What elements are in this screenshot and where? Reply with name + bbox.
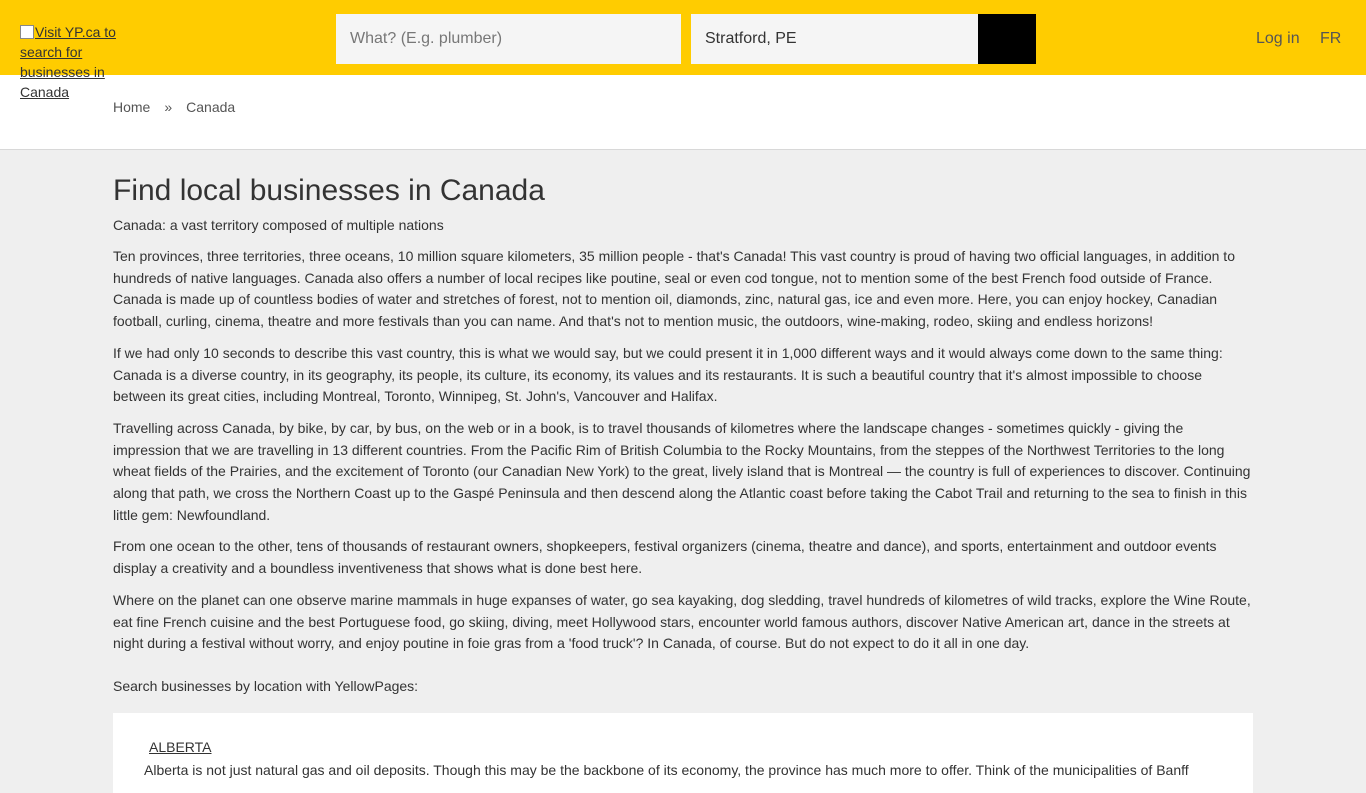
language-toggle-link[interactable]: FR [1320,30,1342,47]
intro-paragraph: Where on the planet can one observe marine mammals in huge expanses of water, go sea kayaking, dog sledding, travel hundreds of kilometres of wild tracks, explore the Wine Route, eat fine French cuisine and the best Portuguese food, go skiing, diving, meet Hollywood stars, encounter world famous authors, discover Native American art, dance in the streets at night during a festival without worry, and enjoy poutine in foie gras from a 'food truck'? In Canada, of course. But do not expect to do it all in one day. [113,591,1251,652]
what-search-input[interactable] [336,14,681,64]
province-card [113,713,1253,793]
breadcrumb-current: Canada [186,99,236,115]
login-link[interactable]: Log in [1256,30,1300,47]
top-header [0,0,1366,100]
site-logo-link[interactable] [20,22,130,102]
broken-image-icon [20,25,34,39]
intro-paragraph: From one ocean to the other, tens of thousands of restaurant owners, shopkeepers, festival organizers (cinema, theatre and dance), and sports, entertainment and outdoor events display a creativity and a boundless inventiveness that shows what is done best here. [113,538,1217,577]
intro-paragraph: Ten provinces, three territories, three oceans, 10 million square kilometers, 35 million people - that's Canada! This vast country is proud of having two official languages, in addition to hundreds of native languages. Canada also offers a number of local recipes like poutine, seal or even cod tongue, not to mention some of the best French food outside of France. Canada is made up of countless bodies of water and stretches of forest, not to mention oil, diamonds, zinc, natural gas, ice and even more. Here, you can enjoy hockey, Canadian football, curling, cinema, theatre and more festivals than you can name. And that's not to mention music, the outdoors, wine-making, rodeo, skiing and endless horizons! [113,248,1235,330]
search-button[interactable] [978,14,1036,64]
where-location-input[interactable] [691,14,979,64]
breadcrumb [113,99,235,115]
main-content [113,172,1253,695]
breadcrumb-separator: » [164,99,173,115]
page-title: Find local businesses in Canada [113,174,545,207]
intro-paragraph: If we had only 10 seconds to describe this vast country, this is what we would say, but we could present it in 1,000 different ways and it would always come down to the same thing: Canada is a diverse country, in its geography, its people, its culture, its economy, its values and its restaurants. It is such a beautiful country that it's almost impossible to choose between its great cities, including Montreal, Toronto, Winnipeg, St. John's, Vancouver and Halifax. [113,344,1223,405]
province-link-alberta[interactable]: ALBERTA [149,739,212,755]
intro-paragraph: Travelling across Canada, by bike, by car, by bus, on the web or in a book, is to travel thousands of kilometres where the landscape changes - sometimes quickly - giving the impression that we are travelling in 13 different countries. From the Pacific Rim of British Columbia to the Rocky Mountains, from the steppes of the Northwest Territories to the long wheat fields of the Prairies, and the excitement of Toronto (our Canadian New York) to the great, lively island that is Montreal — the country is full of experiences to discover. Continuing along that path, we cross the Northern Coast up to the Gaspé Peninsula and then descend along the Atlantic coast before taking the Cabot Trail and returning to the sea to finish in this little gem: Newfoundland. [113,419,1251,523]
breadcrumb-bar [0,75,1366,150]
province-description: Alberta is not just natural gas and oil deposits. Though this may be the backbone of its economy, the province has much more to offer. Think of the municipalities of Banff [144,762,1189,778]
page-subtitle: Canada: a vast territory composed of multiple nations [113,217,444,233]
breadcrumb-home-link[interactable]: Home [113,99,151,115]
logo-alt-text: Visit YP.ca to search for businesses in Canada [20,24,116,100]
search-by-location-heading: Search businesses by location with YellowPages: [113,677,419,694]
